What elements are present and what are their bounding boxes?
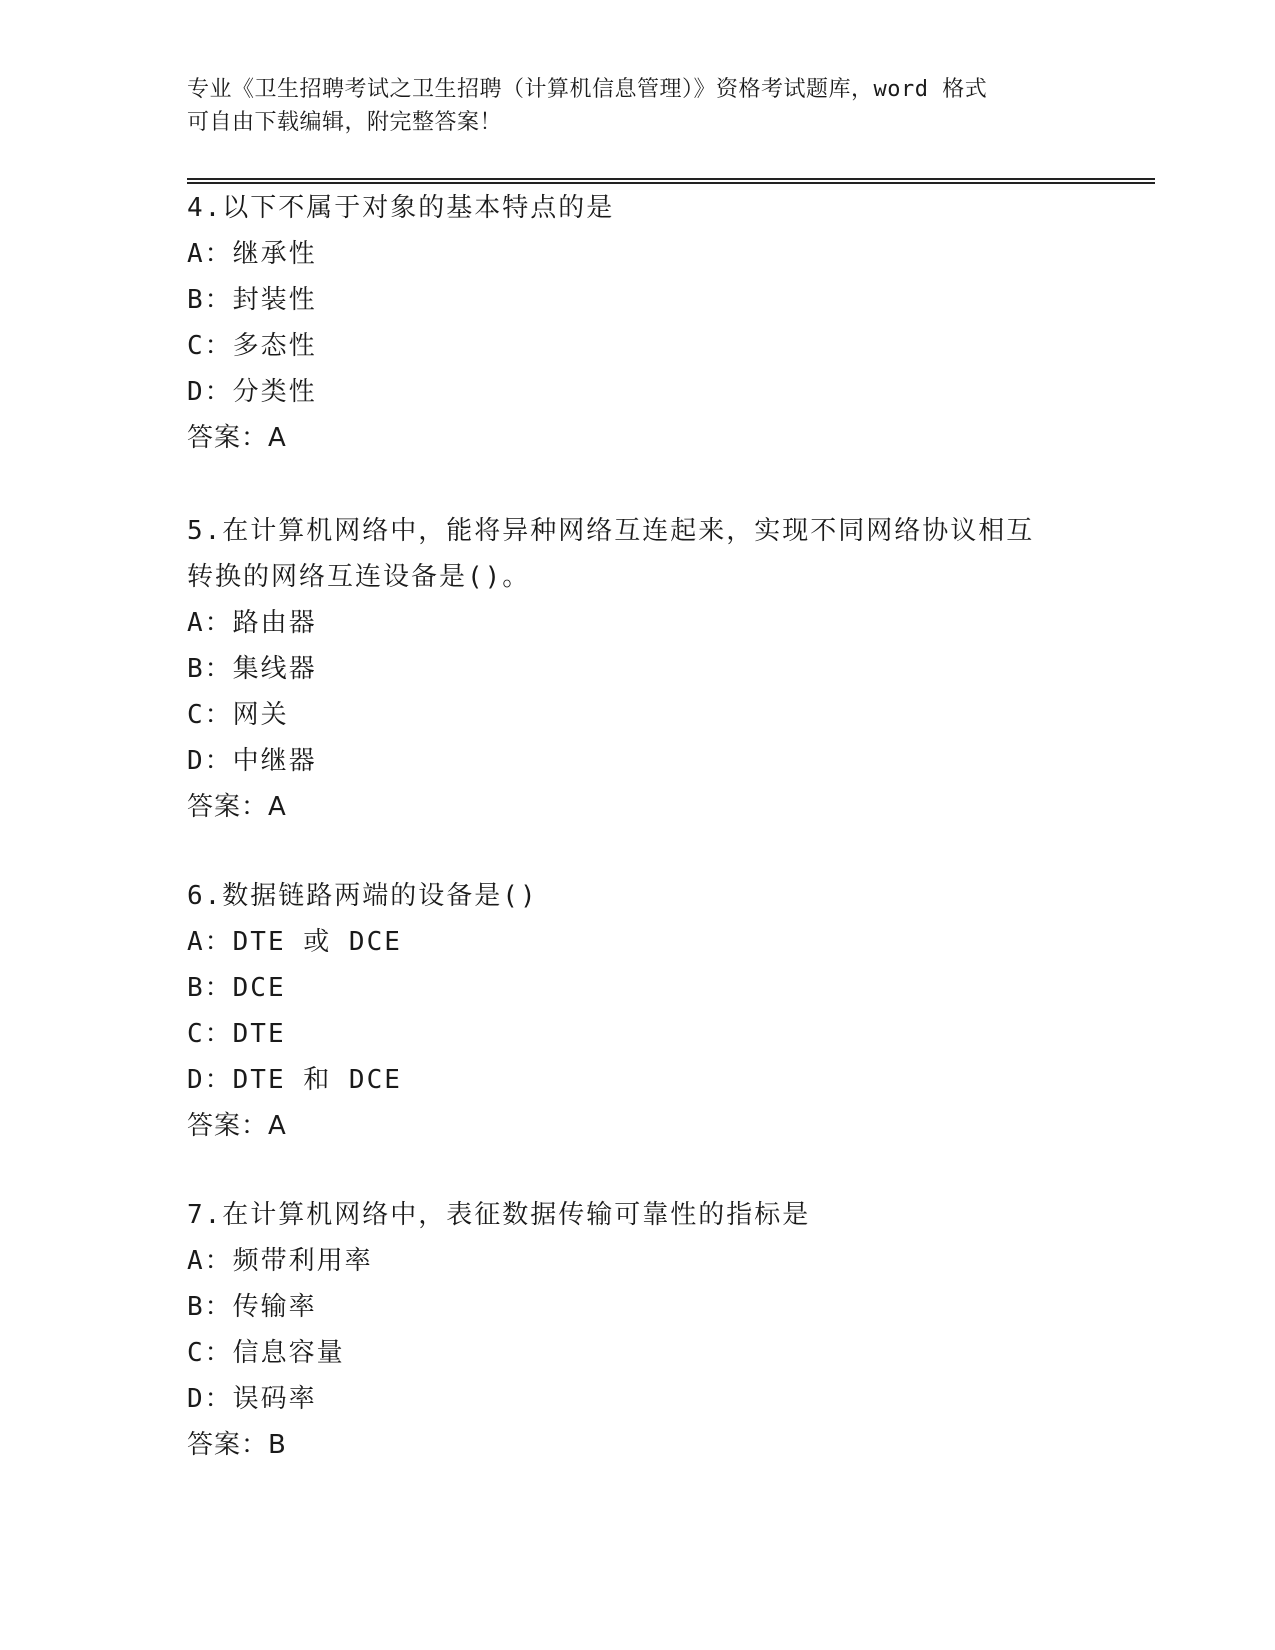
option-b: B：封装性 [187, 285, 317, 315]
question-5 [187, 508, 1087, 830]
question-4 [187, 185, 1087, 461]
option-d: D：中继器 [187, 746, 317, 776]
option-c: C：网关 [187, 700, 289, 730]
header-line-2: 可自由下载编辑，附完整答案！ [187, 110, 503, 135]
option-c: C：DTE [187, 1019, 286, 1049]
option-b: B：集线器 [187, 654, 317, 684]
option-d: D：误码率 [187, 1384, 317, 1414]
header-line-1: 专业《卫生招聘考试之卫生招聘（计算机信息管理）》资格考试题库，word 格式 [187, 77, 988, 102]
answer-label: 答案：A [187, 792, 287, 822]
question-6 [187, 873, 1087, 1149]
question-stem: 4.以下不属于对象的基本特点的是 [187, 193, 615, 223]
option-c: C：多态性 [187, 331, 317, 361]
answer-label: 答案：A [187, 1111, 287, 1141]
document-header [187, 73, 1067, 139]
question-stem: 6.数据链路两端的设备是() [187, 881, 538, 911]
option-a: A：频带利用率 [187, 1246, 373, 1276]
question-stem-line-1: 5.在计算机网络中，能将异种网络互连起来，实现不同网络协议相互 [187, 516, 1035, 546]
option-c: C：信息容量 [187, 1338, 345, 1368]
question-7 [187, 1192, 1087, 1468]
option-a: A：DTE 或 DCE [187, 927, 402, 957]
option-b: B：传输率 [187, 1292, 317, 1322]
option-b: B：DCE [187, 973, 286, 1003]
header-divider [187, 178, 1155, 184]
option-d: D：分类性 [187, 377, 317, 407]
answer-label: 答案：B [187, 1430, 287, 1460]
option-d: D：DTE 和 DCE [187, 1065, 402, 1095]
option-a: A：路由器 [187, 608, 317, 638]
question-stem-line-2: 转换的网络互连设备是()。 [187, 562, 531, 592]
question-stem: 7.在计算机网络中，表征数据传输可靠性的指标是 [187, 1200, 811, 1230]
answer-label: 答案：A [187, 423, 287, 453]
option-a: A：继承性 [187, 239, 317, 269]
